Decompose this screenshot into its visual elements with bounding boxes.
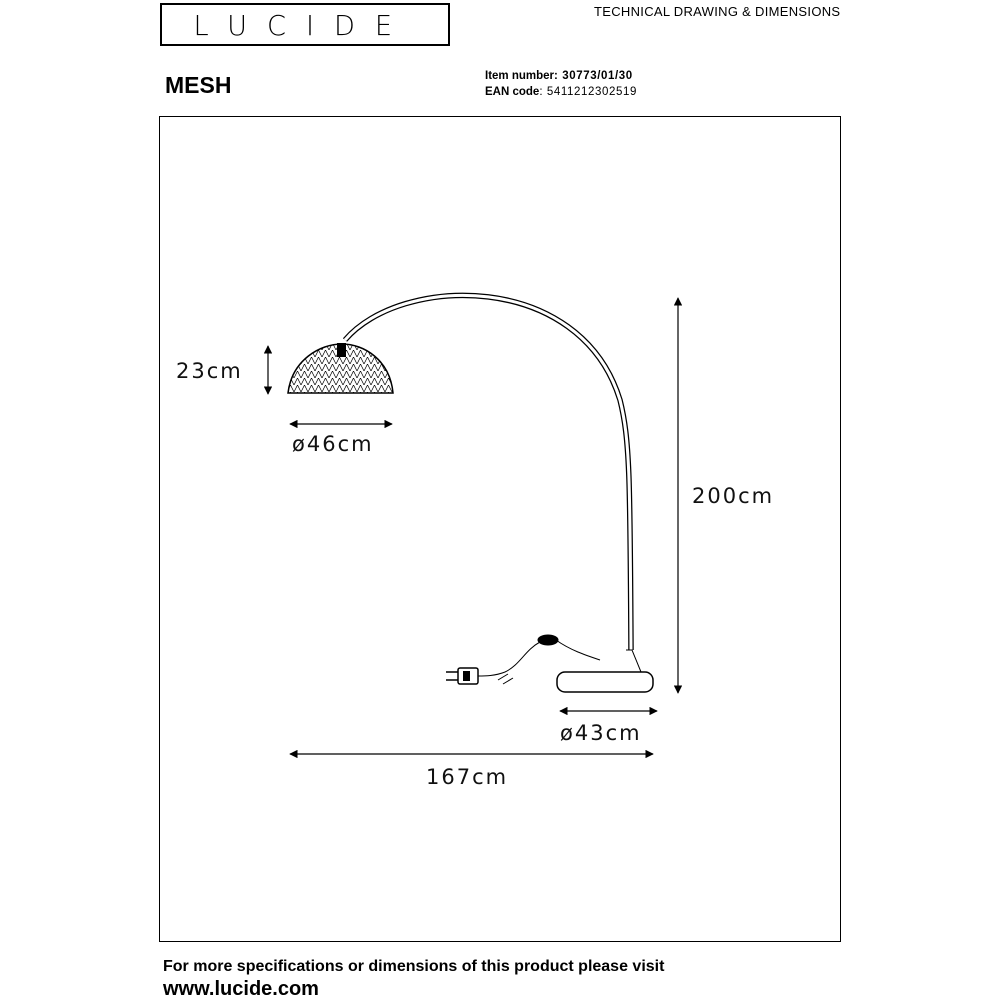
total-width-label: 167cm — [426, 765, 509, 789]
foot-switch — [538, 635, 558, 645]
total-height-label: 200cm — [692, 484, 775, 508]
shade-diameter-label: ø46cm — [292, 432, 374, 456]
item-number-label: Item number — [485, 70, 555, 82]
product-name: MESH — [165, 72, 232, 98]
item-number-value: : 30773/01/30 — [554, 70, 633, 82]
logo-text: LUCIDE — [193, 10, 412, 42]
base-diameter-label: ø43cm — [560, 721, 642, 745]
lamp-base — [557, 650, 653, 692]
lamp-shade — [288, 343, 393, 393]
ean-value: : 5411212302519 — [539, 86, 638, 98]
ean-label: EAN code — [485, 86, 540, 98]
website-link[interactable]: www.lucide.com — [163, 978, 319, 1000]
power-plug-icon — [446, 668, 478, 684]
shade-height-label: 23cm — [176, 359, 243, 383]
document-title: TECHNICAL DRAWING & DIMENSIONS — [594, 4, 841, 19]
footer-text: For more specifications or dimensions of this product please visit — [163, 958, 665, 975]
lamp-arc — [345, 295, 631, 650]
